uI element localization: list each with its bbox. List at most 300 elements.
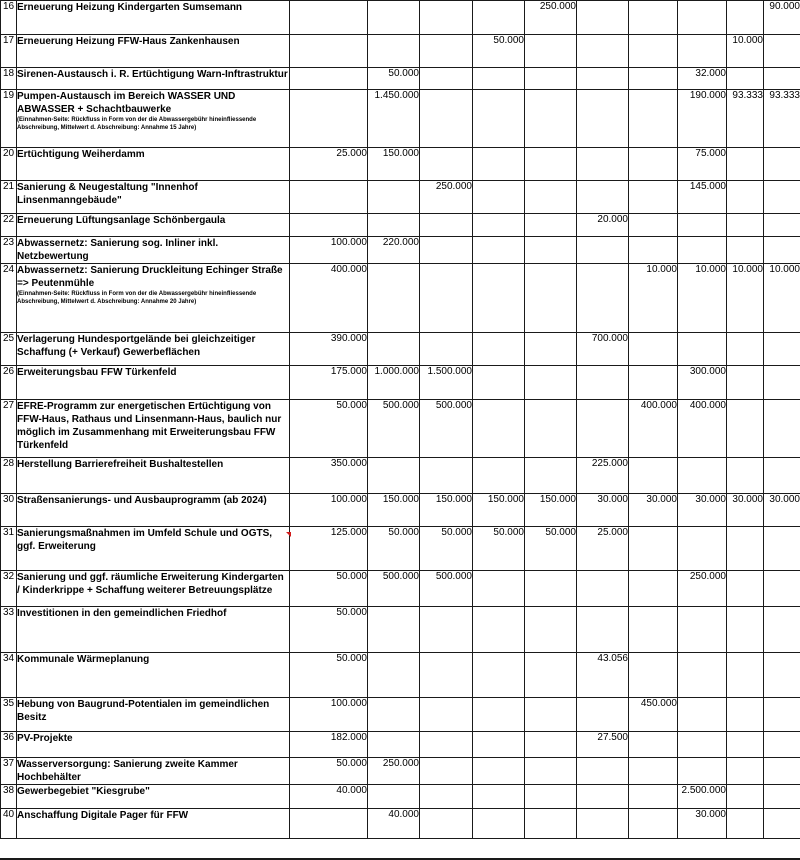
description-cell[interactable] (17, 607, 290, 653)
row-number-cell[interactable]: 21 (1, 181, 17, 214)
measure-title: Verlagerung Hundesportgelände bei gleichzeitiger Schaffung (+ Verkauf) Gewerbeflächen (17, 334, 256, 358)
value-cell[interactable] (629, 527, 678, 571)
description-cell[interactable] (17, 732, 290, 758)
value-cell[interactable] (764, 333, 800, 366)
value-cell[interactable]: 25.000 (290, 148, 368, 181)
value-cell[interactable]: 50.000 (290, 400, 368, 458)
value-cell[interactable] (577, 400, 629, 458)
value-cell[interactable] (629, 458, 678, 494)
value-cell[interactable] (368, 181, 420, 214)
value-cell[interactable] (678, 214, 727, 237)
value-cell[interactable]: 100.000 (290, 494, 368, 527)
row-number-cell[interactable]: 33 (1, 607, 17, 653)
value-cell[interactable] (764, 653, 800, 698)
value-cell[interactable]: 10.000 (678, 264, 727, 333)
row-number-cell[interactable]: 25 (1, 333, 17, 366)
value-cell[interactable] (290, 35, 368, 68)
value-cell[interactable]: 250.000 (420, 181, 473, 214)
value-cell[interactable]: 500.000 (368, 571, 420, 607)
value-cell[interactable] (525, 698, 577, 732)
value-cell[interactable] (727, 333, 764, 366)
value-cell[interactable]: 30.000 (629, 494, 678, 527)
value-cell[interactable]: 1.450.000 (368, 90, 420, 148)
value-cell[interactable] (368, 607, 420, 653)
measure-title: Anschaffung Digitale Pager für FFW (17, 810, 189, 821)
value-cell[interactable] (678, 333, 727, 366)
value-cell[interactable]: 1.000.000 (368, 366, 420, 400)
value-cell[interactable] (678, 35, 727, 68)
value-cell[interactable] (290, 1, 368, 35)
value-cell[interactable] (764, 758, 800, 785)
value-cell[interactable] (420, 214, 473, 237)
value-cell[interactable]: 225.000 (577, 458, 629, 494)
measure-title: Investitionen in den gemeindlichen Friedhof (17, 608, 227, 619)
table-row (1, 90, 800, 148)
value-cell[interactable] (577, 758, 629, 785)
value-cell[interactable] (629, 653, 678, 698)
value-cell[interactable] (629, 1, 678, 35)
comment-indicator (286, 532, 291, 537)
value-cell[interactable] (420, 653, 473, 698)
value-cell[interactable]: 50.000 (290, 653, 368, 698)
row-number-cell[interactable]: 32 (1, 571, 17, 607)
row-number-cell[interactable]: 22 (1, 214, 17, 237)
value-cell[interactable] (764, 458, 800, 494)
value-cell[interactable]: 150.000 (368, 494, 420, 527)
value-cell[interactable]: 10.000 (629, 264, 678, 333)
value-cell[interactable] (473, 458, 525, 494)
value-cell[interactable] (629, 333, 678, 366)
row-number-cell[interactable]: 31 (1, 527, 17, 571)
description-cell[interactable] (17, 494, 290, 527)
value-cell[interactable] (764, 237, 800, 264)
value-cell[interactable]: 50.000 (473, 527, 525, 571)
value-cell[interactable] (678, 758, 727, 785)
value-cell[interactable] (420, 698, 473, 732)
value-cell[interactable]: 90.000 (764, 1, 800, 35)
description-cell[interactable] (17, 758, 290, 785)
description-cell[interactable] (17, 527, 290, 571)
value-cell[interactable]: 43.056 (577, 653, 629, 698)
value-cell[interactable]: 700.000 (577, 333, 629, 366)
row-number-cell[interactable]: 18 (1, 68, 17, 90)
value-cell[interactable]: 500.000 (368, 400, 420, 458)
value-cell[interactable] (577, 607, 629, 653)
value-cell[interactable] (525, 214, 577, 237)
table-row (1, 607, 800, 653)
value-cell[interactable] (420, 90, 473, 148)
value-cell[interactable] (727, 214, 764, 237)
value-cell[interactable] (678, 607, 727, 653)
value-cell[interactable] (473, 785, 525, 809)
value-cell[interactable] (420, 68, 473, 90)
measure-title: PV-Projekte (17, 733, 73, 744)
value-cell[interactable]: 175.000 (290, 366, 368, 400)
value-cell[interactable] (727, 653, 764, 698)
description-cell[interactable] (17, 400, 290, 458)
value-cell[interactable]: 100.000 (290, 237, 368, 264)
value-cell[interactable] (368, 333, 420, 366)
value-cell[interactable] (473, 237, 525, 264)
value-cell[interactable] (368, 214, 420, 237)
description-cell[interactable] (17, 264, 290, 333)
value-cell[interactable] (629, 732, 678, 758)
value-cell[interactable] (368, 264, 420, 333)
value-cell[interactable] (678, 458, 727, 494)
value-cell[interactable]: 75.000 (678, 148, 727, 181)
value-cell[interactable] (727, 400, 764, 458)
value-cell[interactable] (525, 366, 577, 400)
value-cell[interactable] (420, 785, 473, 809)
table-row (1, 1, 800, 35)
value-cell[interactable] (368, 35, 420, 68)
value-cell[interactable] (764, 732, 800, 758)
value-cell[interactable] (577, 148, 629, 181)
value-cell[interactable]: 10.000 (727, 264, 764, 333)
value-cell[interactable] (727, 785, 764, 809)
value-cell[interactable] (727, 181, 764, 214)
value-cell[interactable] (764, 35, 800, 68)
value-cell[interactable] (525, 758, 577, 785)
description-cell[interactable] (17, 571, 290, 607)
value-cell[interactable] (577, 571, 629, 607)
value-cell[interactable] (764, 698, 800, 732)
value-cell[interactable] (525, 653, 577, 698)
value-cell[interactable] (525, 458, 577, 494)
value-cell[interactable]: 2.500.000 (678, 785, 727, 809)
value-cell[interactable]: 400.000 (629, 400, 678, 458)
value-cell[interactable] (473, 698, 525, 732)
value-cell[interactable]: 400.000 (678, 400, 727, 458)
value-cell[interactable]: 25.000 (577, 527, 629, 571)
value-cell[interactable]: 150.000 (368, 148, 420, 181)
value-cell[interactable] (764, 809, 800, 839)
value-cell[interactable]: 50.000 (290, 758, 368, 785)
value-cell[interactable] (727, 237, 764, 264)
value-cell[interactable] (473, 148, 525, 181)
value-cell[interactable] (525, 809, 577, 839)
value-cell[interactable] (525, 607, 577, 653)
value-cell[interactable] (525, 785, 577, 809)
table-row (1, 732, 800, 758)
row-number-cell[interactable]: 28 (1, 458, 17, 494)
value-cell[interactable] (727, 458, 764, 494)
value-cell[interactable] (525, 237, 577, 264)
description-cell[interactable] (17, 366, 290, 400)
value-cell[interactable] (629, 758, 678, 785)
value-cell[interactable]: 150.000 (473, 494, 525, 527)
value-cell[interactable] (473, 264, 525, 333)
value-cell[interactable] (368, 653, 420, 698)
row-number-cell[interactable]: 36 (1, 732, 17, 758)
value-cell[interactable] (727, 68, 764, 90)
value-cell[interactable] (420, 35, 473, 68)
value-cell[interactable] (764, 785, 800, 809)
row-number-cell[interactable]: 35 (1, 698, 17, 732)
value-cell[interactable] (525, 68, 577, 90)
value-cell[interactable] (473, 400, 525, 458)
value-cell[interactable] (290, 181, 368, 214)
value-cell[interactable] (764, 607, 800, 653)
value-cell[interactable]: 10.000 (727, 35, 764, 68)
table-row (1, 527, 800, 571)
value-cell[interactable] (764, 571, 800, 607)
value-cell[interactable]: 250.000 (678, 571, 727, 607)
value-cell[interactable] (577, 1, 629, 35)
value-cell[interactable] (764, 527, 800, 571)
value-cell[interactable]: 125.000 (290, 527, 368, 571)
value-cell[interactable] (764, 148, 800, 181)
value-cell[interactable] (420, 333, 473, 366)
value-cell[interactable] (473, 732, 525, 758)
value-cell[interactable] (764, 181, 800, 214)
measure-title: Pumpen-Austausch im Bereich WASSER UND ABWASSER + Schachtbauwerke (17, 91, 236, 115)
description-cell[interactable] (17, 35, 290, 68)
value-cell[interactable]: 450.000 (629, 698, 678, 732)
value-cell[interactable] (525, 571, 577, 607)
value-cell[interactable]: 400.000 (290, 264, 368, 333)
value-cell[interactable] (473, 607, 525, 653)
value-cell[interactable]: 40.000 (368, 809, 420, 839)
row-number-cell[interactable]: 30 (1, 494, 17, 527)
row-number-cell[interactable]: 20 (1, 148, 17, 181)
value-cell[interactable] (473, 1, 525, 35)
value-cell[interactable] (473, 653, 525, 698)
row-number-cell[interactable]: 27 (1, 400, 17, 458)
description-cell[interactable] (17, 653, 290, 698)
value-cell[interactable]: 100.000 (290, 698, 368, 732)
value-cell[interactable] (577, 90, 629, 148)
value-cell[interactable] (420, 458, 473, 494)
value-cell[interactable]: 30.000 (577, 494, 629, 527)
table-row (1, 68, 800, 90)
table-row (1, 653, 800, 698)
value-cell[interactable]: 300.000 (678, 366, 727, 400)
value-cell[interactable]: 40.000 (290, 785, 368, 809)
value-cell[interactable] (727, 148, 764, 181)
value-cell[interactable] (290, 214, 368, 237)
description-cell[interactable] (17, 785, 290, 809)
value-cell[interactable]: 150.000 (420, 494, 473, 527)
value-cell[interactable] (727, 732, 764, 758)
value-cell[interactable] (525, 181, 577, 214)
value-cell[interactable] (577, 366, 629, 400)
value-cell[interactable] (473, 571, 525, 607)
value-cell[interactable] (577, 237, 629, 264)
value-cell[interactable] (764, 400, 800, 458)
value-cell[interactable]: 50.000 (368, 527, 420, 571)
value-cell[interactable] (473, 181, 525, 214)
row-number-cell[interactable]: 19 (1, 90, 17, 148)
measure-title: Ertüchtigung Weiherdamm (17, 149, 145, 160)
row-number-cell[interactable]: 23 (1, 237, 17, 264)
value-cell[interactable]: 27.500 (577, 732, 629, 758)
value-cell[interactable]: 50.000 (290, 571, 368, 607)
value-cell[interactable] (525, 35, 577, 68)
description-cell[interactable] (17, 809, 290, 839)
value-cell[interactable] (473, 809, 525, 839)
value-cell[interactable] (577, 181, 629, 214)
value-cell[interactable] (368, 458, 420, 494)
value-cell[interactable] (629, 607, 678, 653)
row-number-cell[interactable]: 16 (1, 1, 17, 35)
description-cell[interactable] (17, 148, 290, 181)
value-cell[interactable] (420, 148, 473, 181)
value-cell[interactable] (727, 698, 764, 732)
value-cell[interactable] (420, 1, 473, 35)
value-cell[interactable] (368, 785, 420, 809)
value-cell[interactable] (727, 758, 764, 785)
value-cell[interactable]: 250.000 (368, 758, 420, 785)
row-number-cell[interactable]: 34 (1, 653, 17, 698)
value-cell[interactable] (473, 366, 525, 400)
value-cell[interactable] (678, 527, 727, 571)
value-cell[interactable]: 220.000 (368, 237, 420, 264)
description-cell[interactable] (17, 1, 290, 35)
value-cell[interactable] (629, 571, 678, 607)
row-number-cell[interactable]: 17 (1, 35, 17, 68)
value-cell[interactable] (290, 809, 368, 839)
value-cell[interactable]: 50.000 (368, 68, 420, 90)
value-cell[interactable] (629, 809, 678, 839)
value-cell[interactable]: 190.000 (678, 90, 727, 148)
value-cell[interactable] (678, 732, 727, 758)
value-cell[interactable]: 50.000 (473, 35, 525, 68)
value-cell[interactable]: 93.333 (764, 90, 800, 148)
value-cell[interactable]: 30.000 (727, 494, 764, 527)
value-cell[interactable] (629, 68, 678, 90)
description-cell[interactable] (17, 237, 290, 264)
value-cell[interactable] (473, 333, 525, 366)
value-cell[interactable]: 145.000 (678, 181, 727, 214)
value-cell[interactable]: 350.000 (290, 458, 368, 494)
value-cell[interactable] (629, 237, 678, 264)
value-cell[interactable] (420, 237, 473, 264)
value-cell[interactable] (727, 809, 764, 839)
value-cell[interactable] (678, 237, 727, 264)
value-cell[interactable] (420, 264, 473, 333)
value-cell[interactable] (525, 264, 577, 333)
value-cell[interactable]: 150.000 (525, 494, 577, 527)
value-cell[interactable]: 1.500.000 (420, 366, 473, 400)
value-cell[interactable] (727, 1, 764, 35)
row-number-cell[interactable]: 37 (1, 758, 17, 785)
value-cell[interactable] (629, 35, 678, 68)
value-cell[interactable] (290, 68, 368, 90)
value-cell[interactable]: 50.000 (525, 527, 577, 571)
table-row (1, 571, 800, 607)
measure-title: Gewerbegebiet "Kiesgrube" (17, 786, 150, 797)
value-cell[interactable] (577, 35, 629, 68)
value-cell[interactable] (764, 214, 800, 237)
value-cell[interactable]: 93.333 (727, 90, 764, 148)
value-cell[interactable]: 30.000 (678, 494, 727, 527)
row-number-cell[interactable]: 38 (1, 785, 17, 809)
value-cell[interactable]: 250.000 (525, 1, 577, 35)
value-cell[interactable] (420, 809, 473, 839)
value-cell[interactable] (473, 214, 525, 237)
value-cell[interactable] (368, 1, 420, 35)
table-row (1, 809, 800, 839)
value-cell[interactable]: 500.000 (420, 400, 473, 458)
value-cell[interactable] (629, 214, 678, 237)
value-cell[interactable] (629, 181, 678, 214)
measure-note: (Einnahmen-Seite: Rückfluss in Form von der die Abwassergebühr hineinfliessende Abschreibung, Mittelwert d. Abschreibung: Annahme 20 Jahre) (17, 291, 257, 305)
value-cell[interactable] (727, 571, 764, 607)
measure-title: Sanierung & Neugestaltung "Innenhof Linsenmanngebäude" (17, 182, 198, 206)
value-cell[interactable] (420, 758, 473, 785)
table-row (1, 458, 800, 494)
value-cell[interactable]: 182.000 (290, 732, 368, 758)
value-cell[interactable] (577, 264, 629, 333)
value-cell[interactable]: 10.000 (764, 264, 800, 333)
value-cell[interactable] (368, 732, 420, 758)
table-row (1, 494, 800, 527)
value-cell[interactable] (629, 148, 678, 181)
measure-title: Wasserversorgung: Sanierung zweite Kammer Hochbehälter (17, 759, 238, 783)
value-cell[interactable] (577, 785, 629, 809)
value-cell[interactable] (678, 698, 727, 732)
row-number-cell[interactable]: 24 (1, 264, 17, 333)
description-cell[interactable] (17, 68, 290, 90)
description-cell[interactable] (17, 333, 290, 366)
value-cell[interactable] (629, 366, 678, 400)
description-cell[interactable] (17, 698, 290, 732)
value-cell[interactable]: 500.000 (420, 571, 473, 607)
value-cell[interactable]: 50.000 (420, 527, 473, 571)
description-cell[interactable] (17, 181, 290, 214)
value-cell[interactable] (525, 732, 577, 758)
measure-title: Hebung von Baugrund-Potentialen im gemeindlichen Besitz (17, 699, 270, 723)
value-cell[interactable] (577, 68, 629, 90)
row-number-cell[interactable]: 40 (1, 809, 17, 839)
value-cell[interactable] (727, 366, 764, 400)
value-cell[interactable] (290, 90, 368, 148)
value-cell[interactable]: 390.000 (290, 333, 368, 366)
value-cell[interactable]: 30.000 (764, 494, 800, 527)
value-cell[interactable] (473, 90, 525, 148)
value-cell[interactable] (525, 148, 577, 181)
value-cell[interactable] (473, 758, 525, 785)
value-cell[interactable] (678, 1, 727, 35)
value-cell[interactable]: 20.000 (577, 214, 629, 237)
value-cell[interactable] (727, 527, 764, 571)
description-cell[interactable] (17, 214, 290, 237)
value-cell[interactable] (678, 653, 727, 698)
value-cell[interactable] (420, 732, 473, 758)
value-cell[interactable] (577, 698, 629, 732)
value-cell[interactable]: 50.000 (290, 607, 368, 653)
value-cell[interactable] (764, 366, 800, 400)
value-cell[interactable] (525, 400, 577, 458)
value-cell[interactable] (368, 698, 420, 732)
value-cell[interactable] (577, 809, 629, 839)
value-cell[interactable] (525, 90, 577, 148)
description-cell[interactable] (17, 458, 290, 494)
value-cell[interactable] (420, 607, 473, 653)
row-number-cell[interactable]: 26 (1, 366, 17, 400)
value-cell[interactable]: 30.000 (678, 809, 727, 839)
value-cell[interactable] (473, 68, 525, 90)
table-row (1, 264, 800, 333)
value-cell[interactable]: 32.000 (678, 68, 727, 90)
value-cell[interactable] (727, 607, 764, 653)
value-cell[interactable] (764, 68, 800, 90)
value-cell[interactable] (525, 333, 577, 366)
description-cell[interactable] (17, 90, 290, 148)
value-cell[interactable] (629, 90, 678, 148)
value-cell[interactable] (629, 785, 678, 809)
